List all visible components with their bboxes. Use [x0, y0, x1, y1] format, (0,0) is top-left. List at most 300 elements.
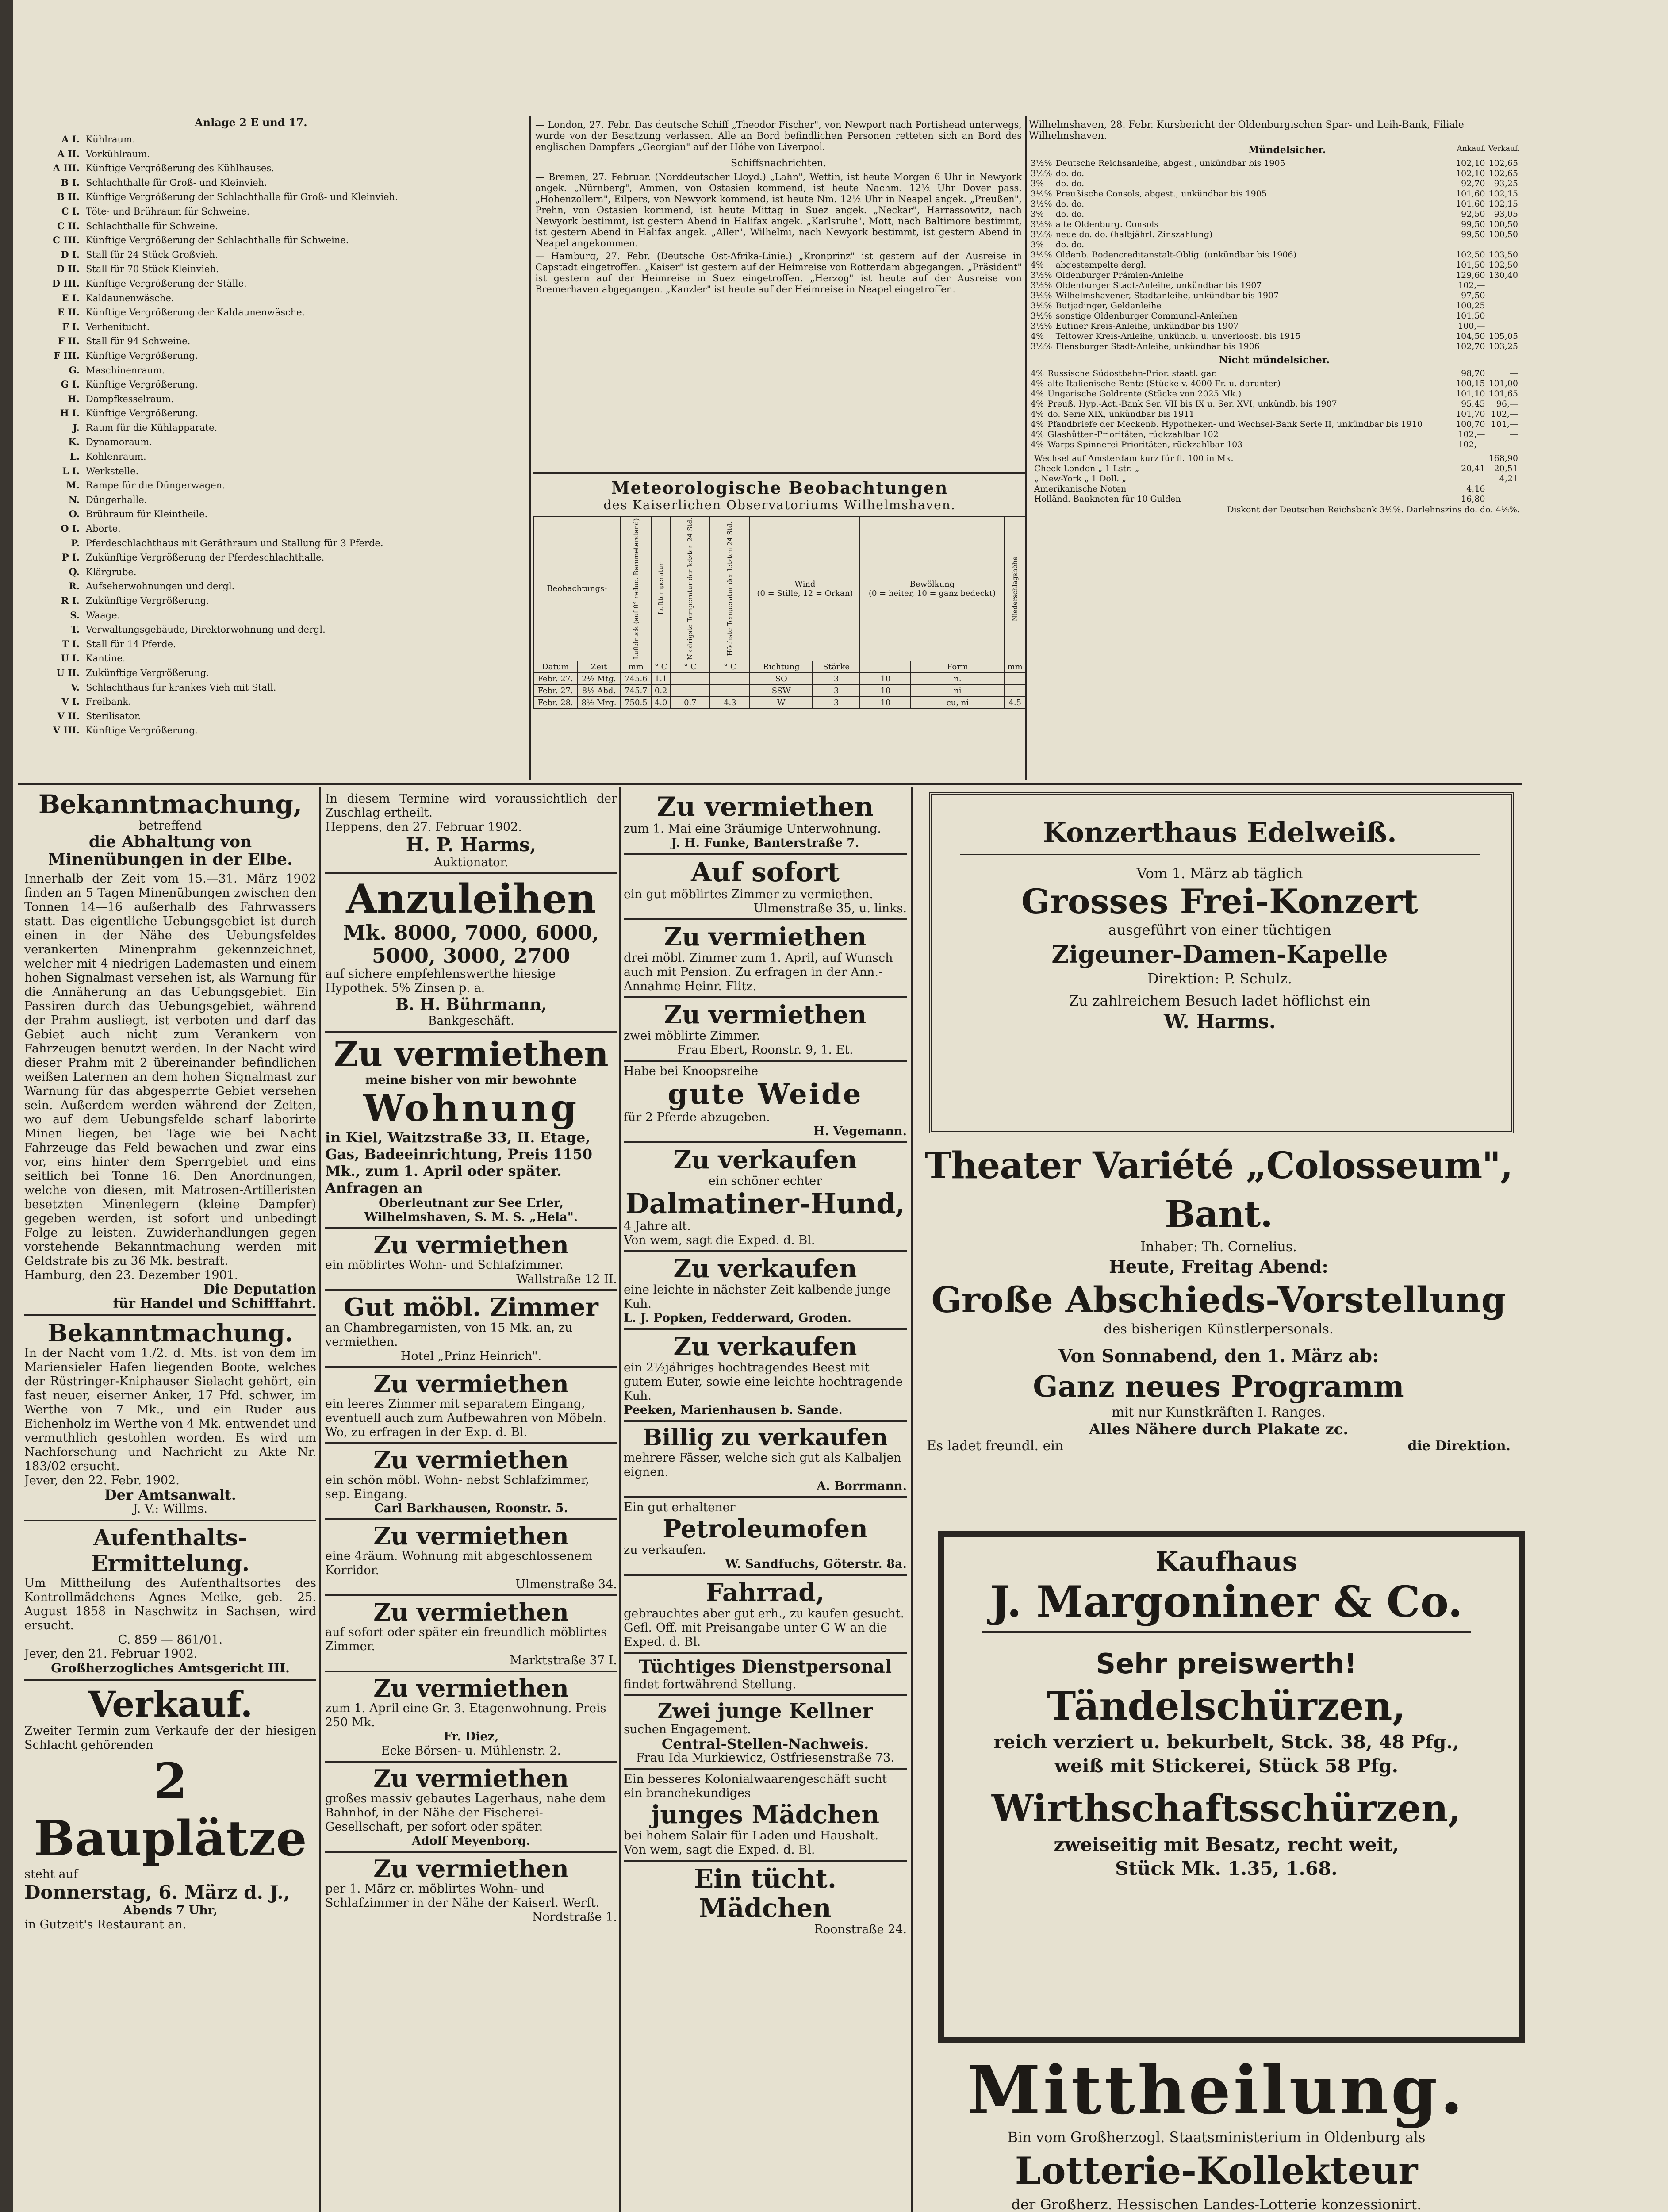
- c3-a10-body: zu verkaufen.: [624, 1543, 706, 1557]
- finance-row: [1029, 240, 1520, 250]
- legend-item: [27, 695, 526, 709]
- legend-key: Q.: [69, 566, 80, 577]
- buy-cell: 92,50: [1461, 209, 1485, 219]
- legend-key: L.: [69, 451, 80, 462]
- theater-more: Alles Nähere durch Plakate zc.: [1089, 1421, 1349, 1438]
- rate-cell: 4%: [1031, 379, 1044, 388]
- legend-key: N.: [68, 494, 80, 505]
- sell-cell: [1487, 321, 1520, 331]
- finance-row: [1029, 209, 1520, 219]
- rate-cell: 3½%: [1031, 169, 1052, 178]
- security-cell: do. do.: [1055, 199, 1085, 209]
- legend-item: [27, 666, 526, 680]
- meteo-unit-c: ° C: [710, 661, 750, 673]
- term-role: Auktionator.: [433, 856, 509, 869]
- meteo-unit-c: ° C: [670, 661, 710, 673]
- column-3: [624, 792, 907, 2212]
- meteo-col-zeit: Zeit: [577, 661, 621, 673]
- security-cell: sonstige Oldenburger Communal-Anleihen: [1055, 311, 1238, 321]
- meteo-col-temp: Lufttemperatur: [652, 516, 670, 661]
- kaufhaus-d2: weiß mit Stickerei, Stück 58 Pfg.: [1054, 1755, 1399, 1777]
- sell-cell: [1487, 240, 1520, 250]
- kaufhaus-title: Kaufhaus: [1155, 1546, 1297, 1577]
- theater-es: Es ladet freundl. ein: [927, 1438, 1064, 1454]
- theater-sign: die Direktion.: [1407, 1438, 1511, 1454]
- security-cell: Eutiner Kreis-Anleihe, unkündbar bis 1907: [1055, 321, 1239, 331]
- legend-desc: Dynamoraum.: [86, 437, 152, 448]
- meteo-bew-label: Bewölkung: [909, 579, 955, 589]
- finance-row: [1029, 321, 1520, 331]
- security-cell: Oldenb. Bodencreditanstalt-Oblig. (unkündbar bis 1906): [1055, 250, 1296, 260]
- legend-desc: Maschinenraum.: [86, 365, 165, 376]
- meteo-cell: 10: [860, 685, 911, 697]
- zv9-body: per 1. März cr. möblirtes Wohn- und Schlafzimmer in der Nähe der Kaiserl. Werft.: [325, 1882, 600, 1910]
- legend-item: [27, 723, 526, 738]
- theater-title: Theater Variété „Colosseum", Bant.: [924, 1144, 1513, 1236]
- zv3-addr: Wo, zu erfragen in der Exp. d. Bl.: [325, 1425, 527, 1439]
- minen-body: Innerhalb der Zeit vom 15.—31. März 1902 finden an 5 Tagen Minenübungen zwischen den Tonnen 14—16 außerhalb des Fahrwassers statt. Das eigentliche Uebungsgebiet ist durch einen in der Nähe des Uebungsfeldes verankerten Minenprahm gekennzeichnet, welcher mit 4 niedrigen Lademasten und einem hohen Signalmast versehen ist, als Warnung für die Annäherung an das Uebungsgebiet. Ein Passiren durch das Uebungsgebiet, während der Prahm ausliegt, ist verboten und darf das Gebiet auch nicht zum Verankern von Fahrzeugen benutzt werden. In der Nacht wird dieser Prahm mit 2 übereinander befindlichen weißen Laternen an dem hohen Signalmast zur Warnung für das abgesperrte Gebiet versehen sein. Außerdem werden während der Zeiten, wo auf dem Uebungsfelde scharf laborirte Minen liegen, bei Tage wie bei Nacht Fahrzeuge das Feld bewachen und zwar eins vor, eins hinter dem Sperrgebiet und eins seitlich bei Tonne 16. Den Anordnungen, welche von diesen, mit Matrosen-Artilleristen besetzten Minenlegern (kleine Dampfer) gegeben werden, ist sofort und unbedingt Folge zu leisten. Zuwiderhandlungen gegen vorstehende Bekanntmachung werden mit Geldstrafe bis zu 36 Mk. bestraft.: [24, 872, 316, 1268]
- news-bottom-rule: [533, 472, 1026, 474]
- finance-row: [1029, 169, 1520, 179]
- c3-a10-big: Petroleumofen: [663, 1514, 868, 1544]
- kaufhaus-t1: Tändelschürzen,: [1047, 1683, 1406, 1729]
- legend-key: M.: [66, 480, 80, 491]
- zv8-title: Zu vermiethen: [373, 1764, 569, 1793]
- legend-key: C II.: [57, 220, 80, 231]
- meteo-cell: W: [750, 697, 813, 709]
- legend-item: [27, 291, 526, 306]
- minen-date: Hamburg, den 23. Dezember 1901.: [24, 1268, 238, 1282]
- legend-desc: Künftige Vergrößerung der Schlachthalle für Schweine.: [86, 235, 349, 246]
- c3-a6-title: Zu verkaufen: [673, 1145, 857, 1175]
- buy-cell: 99,50: [1461, 230, 1485, 239]
- meteo-col-baro: Luftdruck (auf 0° reduc. Barometerstand): [621, 516, 652, 661]
- security-cell: Holländ. Banknoten für 10 Gulden: [1034, 494, 1181, 504]
- legend-desc: Kaldaunenwäsche.: [86, 292, 174, 303]
- theater-owner: Inhaber: Th. Cornelius.: [1140, 1239, 1297, 1255]
- legend-key: H.: [67, 393, 80, 404]
- legend-item: [27, 147, 526, 161]
- buy-cell: 102,—: [1458, 430, 1485, 439]
- rate-cell: [1029, 453, 1032, 464]
- minen-subject: die Abhaltung von Minenübungen in der Elbe.: [48, 833, 293, 869]
- c3-a6-addr: Von wem, sagt die Exped. d. Bl.: [624, 1233, 815, 1247]
- legend-item: [27, 349, 526, 363]
- meteo-cell: SSW: [750, 685, 813, 697]
- security-cell: Flensburger Stadt-Anleihe, unkündbar bis 1906: [1055, 342, 1260, 351]
- c3-a4-sign: Frau Ebert, Roonstr. 9, 1. Et.: [677, 1043, 853, 1057]
- c3-a1-body: zum 1. Mai eine 3räumige Unterwohnung.: [624, 822, 881, 836]
- legend-desc: Künftige Vergrößerung des Kühlhauses.: [86, 163, 274, 174]
- meteo-cell: [710, 685, 750, 697]
- security-cell: „ New-York „ 1 Doll. „: [1034, 474, 1127, 484]
- zv5-title: Zu vermiethen: [373, 1522, 569, 1550]
- meteo-cell: 10: [860, 697, 911, 709]
- c3-a13-body: suchen Engagement.: [624, 1723, 751, 1736]
- meteo-col-form: Form: [911, 661, 1004, 673]
- security-cell: do. Serie XIX, unkündbar bis 1911: [1047, 409, 1195, 419]
- c3-a9-title: Billig zu verkaufen: [642, 1424, 888, 1451]
- legend-key: R I.: [61, 595, 80, 606]
- legend-desc: Stall für 14 Pferde.: [86, 638, 176, 649]
- sell-cell: 130,40: [1488, 270, 1518, 280]
- c3-a2-addr: Ulmenstraße 35, u. links.: [753, 902, 907, 915]
- finance-row: [1029, 291, 1520, 301]
- c3-a5-sign: H. Vegemann.: [813, 1125, 907, 1138]
- legend-desc: Stall für 24 Stück Großvieh.: [86, 249, 219, 260]
- meteo-cell: 745.7: [621, 685, 652, 697]
- aufenthalt-title: Aufenthalts-Ermittelung.: [91, 1525, 250, 1576]
- zv7-body: zum 1. April eine Gr. 3. Etagenwohnung. Preis 250 Mk.: [325, 1701, 606, 1729]
- meteo-table: [533, 516, 1026, 709]
- legend-item: [27, 132, 526, 147]
- zv2-addr: Wallstraße 12 II.: [516, 1272, 617, 1286]
- meteo-cell: 1.1: [652, 673, 670, 685]
- rate-cell: 3½%: [1031, 301, 1052, 311]
- legend-item: [27, 305, 526, 320]
- finance-sec2: Nicht mündelsicher.: [1219, 354, 1330, 366]
- legend-key: O.: [69, 508, 80, 520]
- c3-a8-body: ein 2½jähriges hochtragendes Beest mit gutem Euter, sowie eine leichte hochtragende Kuh.: [624, 1361, 903, 1403]
- finance-table-3: [1029, 453, 1520, 504]
- rate-cell: 3%: [1031, 209, 1044, 219]
- meteo-cell: 10: [860, 673, 911, 685]
- legend-desc: Waage.: [86, 610, 120, 621]
- legend-item: [27, 536, 526, 551]
- zv9-title: Zu vermiethen: [373, 1855, 569, 1883]
- sell-cell: 103,50: [1488, 250, 1518, 260]
- aufenthalt-ref: C. 859 — 861/01.: [118, 1633, 223, 1647]
- legend-desc: Dampfkesselraum.: [86, 393, 174, 404]
- gut-sign: Hotel „Prinz Heinrich".: [400, 1349, 542, 1363]
- legend-key: T I.: [61, 638, 80, 649]
- meteo-cell: [670, 673, 710, 685]
- buy-cell: 102,10: [1456, 158, 1485, 168]
- buy-cell: 101,50: [1456, 260, 1485, 270]
- c3-a5-body: für 2 Pferde abzugeben.: [624, 1110, 771, 1124]
- finance-row: [1029, 230, 1520, 240]
- buy-cell: 102,—: [1458, 440, 1485, 449]
- legend-item: [27, 161, 526, 176]
- c3-a10-sign: W. Sandfuchs, Göterstr. 8a.: [725, 1557, 907, 1571]
- legend-desc: Zukünftige Vergrößerung der Pferdeschlachthalle.: [86, 552, 325, 563]
- zv8-sign: Adolf Meyenborg.: [411, 1834, 531, 1848]
- legend-item: [27, 507, 526, 522]
- zv2-title: Zu vermiethen: [373, 1231, 569, 1259]
- minen-sub: betreffend: [138, 819, 202, 833]
- legend-key: F I.: [62, 321, 80, 332]
- zv1-contact: Oberleutnant zur See Erler, Wilhelmshaven, S. M. S. „Hela".: [364, 1196, 578, 1224]
- sell-cell: 100,50: [1488, 230, 1518, 239]
- sell-cell: 168,90: [1488, 453, 1518, 463]
- sell-cell: [1487, 280, 1520, 291]
- c3-a6-sub: ein schöner echter: [708, 1174, 822, 1188]
- legend-key: F III.: [53, 349, 80, 361]
- theater-big: Große Abschieds-Vorstellung: [931, 1279, 1506, 1321]
- legend-desc: Künftige Vergrößerung.: [86, 725, 198, 736]
- edelweiss-band: Zigeuner-Damen-Kapelle: [1051, 940, 1388, 968]
- legend-key: B I.: [61, 177, 80, 188]
- legend-desc: Künftige Vergrößerung.: [86, 408, 198, 419]
- finance-row: [1029, 484, 1520, 494]
- meteo-cell: [1004, 685, 1026, 697]
- finance-row: [1029, 260, 1520, 270]
- anz-amounts: Mk. 8000, 7000, 6000, 5000, 3000, 2700: [343, 921, 599, 968]
- sell-cell: 102,—: [1491, 409, 1518, 419]
- finance-row: [1029, 311, 1520, 321]
- kaufhaus-d4: Stück Mk. 1.35, 1.68.: [1115, 1858, 1338, 1879]
- zv7-addr: Ecke Börsen- u. Mühlenstr. 2.: [381, 1744, 561, 1758]
- legend-item: [27, 248, 526, 262]
- legend-item: [27, 608, 526, 623]
- legend-key: V.: [71, 681, 80, 693]
- zv1-body: in Kiel, Waitzstraße 33, II. Etage, Gas, Badeeinrichtung, Preis 1150 Mk., zum 1. April oder später. Anfragen an: [325, 1129, 593, 1196]
- verkauf-text2: steht auf: [24, 1867, 78, 1881]
- c3-a14-body2: bei hohem Salair für Laden und Haushalt.: [624, 1829, 879, 1843]
- finance-row: [1029, 158, 1520, 169]
- buy-cell: 104,50: [1456, 331, 1485, 341]
- buy-cell: 101,70: [1456, 409, 1485, 419]
- legend-list: [27, 132, 526, 738]
- finance-row: [1029, 494, 1520, 504]
- edelweiss-big: Grosses Frei-Konzert: [1021, 882, 1419, 921]
- rate-cell: [1029, 494, 1032, 504]
- minen-sign1: Die Deputation: [203, 1282, 316, 1297]
- legend-item: [27, 406, 526, 421]
- legend-item: [27, 478, 526, 493]
- anz-role: Bankgeschäft.: [428, 1014, 514, 1028]
- gut-title: Gut möbl. Zimmer: [344, 1293, 598, 1322]
- security-cell: alte Italienische Rente (Stücke v. 4000 Fr. u. darunter): [1047, 379, 1281, 388]
- meteo-cell: 0.7: [670, 697, 710, 709]
- c3-a5-pre: Habe bei Knoopsreihe: [624, 1064, 759, 1078]
- sell-cell: 100,50: [1488, 219, 1518, 229]
- c3-a8-sign: Peeken, Marienhausen b. Sande.: [624, 1403, 843, 1417]
- legend-item: [27, 320, 526, 334]
- legend-desc: Freibank.: [86, 696, 131, 707]
- finance-row: [1029, 389, 1520, 399]
- zv1-big: Wohnung: [363, 1086, 579, 1130]
- meteo-col-richtung: Richtung: [750, 661, 813, 673]
- legend-item: [27, 262, 526, 276]
- legend-item: [27, 579, 526, 594]
- zv7-sign: Fr. Diez,: [443, 1730, 499, 1743]
- legend-key: C I.: [61, 205, 80, 217]
- buy-cell: 100,70: [1456, 419, 1485, 429]
- column-divider: [529, 116, 531, 780]
- security-cell: alte Oldenburg. Consols: [1055, 219, 1159, 229]
- rate-cell: 4%: [1031, 399, 1044, 409]
- verkauf-place: in Gutzeit's Restaurant an.: [24, 1918, 187, 1932]
- legend-desc: Künftige Vergrößerung der Ställe.: [86, 278, 247, 289]
- c3-a2-body: ein gut möblirtes Zimmer zu vermiethen.: [624, 887, 874, 901]
- meteo-cell: [670, 685, 710, 697]
- meteo-cell: [1004, 673, 1026, 685]
- legend-desc: Schlachthalle für Schweine.: [86, 220, 218, 231]
- zv3-title: Zu vermiethen: [373, 1370, 569, 1398]
- rate-cell: 4%: [1031, 389, 1044, 399]
- legend-key: D III.: [52, 277, 80, 289]
- legend-item: [27, 435, 526, 449]
- c3-a14-addr: Von wem, sagt die Exped. d. Bl.: [624, 1843, 815, 1857]
- meteo-unit-c: ° C: [652, 661, 670, 673]
- finance-row: [1029, 280, 1520, 291]
- c3-a15-addr: Roonstraße 24.: [814, 1923, 907, 1936]
- c3-a5-big: gute Weide: [667, 1078, 863, 1111]
- sell-cell: 101,00: [1488, 379, 1518, 388]
- kaufhaus-d3: zweiseitig mit Besatz, recht weit,: [1054, 1834, 1399, 1855]
- legend-item: [27, 449, 526, 464]
- legend-key: G I.: [61, 379, 80, 390]
- sell-cell: [1487, 301, 1520, 311]
- meteo-col-max: Höchste Temperatur der letzten 24 Std.: [710, 516, 750, 661]
- meteo-cell: 3: [813, 697, 860, 709]
- finance-row: [1029, 301, 1520, 311]
- sell-cell: 101,—: [1491, 419, 1518, 429]
- c3-a13-title: Zwei junge Kellner: [657, 1699, 873, 1723]
- edelweiss-l3: Zu zahlreichem Besuch ladet höflichst ein: [1069, 992, 1371, 1009]
- rate-cell: 3%: [1031, 240, 1044, 250]
- finance-row: [1029, 331, 1520, 342]
- kaufhaus-ad: [955, 1546, 1497, 2017]
- meteo-cell: 4.3: [710, 697, 750, 709]
- security-cell: Glashütten-Prioritäten, rückzahlbar 102: [1047, 430, 1219, 439]
- finance-sec1: Mündelsicher.: [1248, 144, 1326, 156]
- legend-desc: Verhenitucht.: [86, 321, 150, 332]
- anker-sign1: Der Amtsanwalt.: [104, 1486, 236, 1503]
- zv4-title: Zu vermiethen: [373, 1446, 569, 1474]
- meteo-cell: 745.6: [621, 673, 652, 685]
- column-1: [24, 790, 316, 2212]
- legend-desc: Düngerhalle.: [86, 494, 147, 505]
- mittheilung-l2: der Großherz. Hessischen Landes-Lotterie konzessionirt.: [1011, 2196, 1422, 2212]
- rate-cell: 3½%: [1031, 158, 1052, 168]
- rate-cell: 3½%: [1031, 280, 1052, 290]
- legend-desc: Pferdeschlachthaus mit Geräthraum und Stallung für 3 Pferde.: [86, 538, 383, 549]
- buy-cell: 129,60: [1456, 270, 1485, 280]
- sell-cell: 102,65: [1488, 158, 1518, 168]
- legend-desc: Sterilisator.: [86, 710, 141, 722]
- sell-cell: 102,50: [1488, 260, 1518, 270]
- legend-item: [27, 377, 526, 392]
- legend-desc: Töte- und Brühraum für Schweine.: [86, 206, 250, 217]
- buy-cell: 101,60: [1456, 189, 1485, 199]
- rate-cell: 3½%: [1031, 342, 1052, 351]
- c3-a13-sign2: Frau Ida Murkiewicz, Ostfriesenstraße 73.: [636, 1751, 895, 1765]
- anz-sign: B. H. Bührmann,: [395, 995, 547, 1014]
- edelweiss-ad: [942, 805, 1497, 1119]
- legend-item: [27, 594, 526, 608]
- rate-cell: 4%: [1031, 440, 1044, 449]
- buy-cell: 20,41: [1461, 464, 1485, 473]
- security-cell: neue do. do. (halbjährl. Zinszahlung): [1055, 230, 1213, 239]
- news-bremen: — Bremen, 27. Februar. (Norddeutscher Lloyd.) „Lahn", Wettin, ist heute Morgen 6 Uhr in Newyork angek. „Nürnberg", Ammen, von Ostasien kommend, ist heute Nachm. 12½ Uhr Dover pass. „Hohenzollern", Eilpers, von Newyork kommend, ist heute Nm. 12½ Uhr in Neapel angek. „Preußen", Prehn, von Ostasien kommend, ist heute Mittag in Suez angek. „Neckar", Harrassowitz, nach Newyork bestimmt, ist gestern Abend in Halifax angek. „Karlsruhe", Mott, nach Baltimore bestimmt, ist gestern Abend in Halifax angek. „Aller", Wilhelmi, nach Newyork bestimmt, ist gestern Abend in Neapel angekommen.: [535, 172, 1022, 249]
- meteo-row: [533, 673, 1026, 685]
- buy-cell: 101,50: [1456, 311, 1485, 321]
- theater-from: Von Sonnabend, den 1. März ab:: [1058, 1346, 1379, 1367]
- column-divider: [319, 787, 321, 2212]
- sell-cell: [1487, 494, 1520, 504]
- c3-a14-body: Ein besseres Kolonialwaarengeschäft sucht ein branchekundiges: [624, 1772, 887, 1800]
- rate-cell: 3½%: [1031, 189, 1052, 199]
- legend-key: E I.: [61, 292, 80, 303]
- legend-key: S.: [70, 609, 80, 621]
- buy-cell: 99,50: [1461, 219, 1485, 229]
- legend-key: O I.: [61, 523, 80, 534]
- legend-item: [27, 493, 526, 507]
- rate-cell: 4%: [1031, 419, 1044, 429]
- meteo-rows: [533, 673, 1026, 709]
- sell-cell: —: [1510, 369, 1518, 378]
- zv3-body: ein leeres Zimmer mit separatem Eingang, eventuell auch zum Aufbewahren von Möbeln.: [325, 1397, 606, 1425]
- term-text: In diesem Termine wird voraussichtlich der Zuschlag ertheilt.: [325, 792, 617, 820]
- security-cell: Preuß. Hyp.-Act.-Bank Ser. VII bis IX u. Ser. XVI, unkündb. bis 1907: [1047, 399, 1337, 409]
- legend-desc: Raum für die Kühlapparate.: [86, 422, 218, 433]
- legend-key: L I.: [62, 465, 80, 476]
- sell-cell: 102,65: [1488, 169, 1518, 178]
- buy-cell: 100,25: [1456, 301, 1485, 311]
- rate-cell: 3½%: [1031, 291, 1052, 300]
- anz-body: auf sichere empfehlenswerthe hiesige Hypothek. 5% Zinsen p. a.: [325, 967, 556, 995]
- security-cell: Pfandbriefe der Meckenb. Hypotheken- und Wechsel-Bank Serie II, unkündbar bis 1910: [1047, 419, 1423, 429]
- meteo-col-beob: Beobachtungs-: [533, 516, 621, 661]
- legend-item: [27, 421, 526, 435]
- zv8-body: großes massiv gebautes Lagerhaus, nahe dem Bahnhof, in der Nähe der Fischerei-Gesellschaft, per sofort oder später.: [325, 1792, 606, 1834]
- rate-cell: 4%: [1031, 369, 1044, 378]
- security-cell: do. do.: [1055, 169, 1085, 178]
- sell-cell: 20,51: [1494, 464, 1518, 473]
- zv4-sign: Carl Barkhausen, Roonstr. 5.: [374, 1502, 568, 1515]
- meteo-col-staerke: Stärke: [813, 661, 860, 673]
- legend-key: F II.: [58, 335, 80, 347]
- section-rule: [18, 783, 1522, 785]
- finance-table-2: [1029, 369, 1520, 450]
- buy-cell: 92,70: [1461, 179, 1485, 188]
- edelweiss-l1: Vom 1. März ab täglich: [1136, 865, 1303, 882]
- verkauf-body: Zweiter Termin zum Verkaufe der der hiesigen Schlacht gehörenden: [24, 1724, 316, 1752]
- buy-cell: 102,70: [1456, 342, 1485, 351]
- finance-row: [1029, 342, 1520, 352]
- rate-cell: 3½%: [1031, 230, 1052, 239]
- legend-item: [27, 219, 526, 234]
- legend-desc: Stall für 70 Stück Kleinvieh.: [86, 264, 219, 275]
- zv6-body: auf sofort oder später ein freundlich möblirtes Zimmer.: [325, 1625, 607, 1653]
- kaufhaus-t2: Wirthschaftsschürzen,: [991, 1786, 1461, 1830]
- finance-row: [1029, 179, 1520, 189]
- finance-row: [1029, 219, 1520, 230]
- verkauf-big: 2 Bauplätze: [34, 1752, 307, 1867]
- finance-row: [1029, 250, 1520, 260]
- sell-cell: 105,05: [1488, 331, 1518, 341]
- meteo-col-wind: [750, 516, 860, 661]
- finance-column: [1029, 119, 1520, 779]
- buy-cell: 4,16: [1466, 484, 1485, 494]
- meteo-col-nied: Niederschlagshöhe: [1004, 516, 1026, 661]
- c3-a9-sign: A. Borrmann.: [817, 1479, 907, 1493]
- legend-key: C III.: [53, 234, 80, 246]
- sell-cell: 93,05: [1494, 209, 1518, 219]
- finance-row: [1029, 369, 1520, 379]
- zv2-body: ein möblirtes Wohn- und Schlafzimmer.: [325, 1258, 564, 1272]
- security-cell: do. do.: [1055, 240, 1085, 250]
- theater-prog2: mit nur Kunstkräften I. Ranges.: [1112, 1405, 1326, 1420]
- finance-row: [1029, 464, 1520, 474]
- rate-cell: 4%: [1031, 409, 1044, 419]
- security-cell: Wilhelmshavener, Stadtanleihe, unkündbar bis 1907: [1055, 291, 1279, 300]
- meteo-col-bew: [860, 516, 1004, 661]
- legend-desc: Werkstelle.: [86, 465, 139, 476]
- legend-desc: Zukünftige Vergrößerung.: [86, 667, 209, 678]
